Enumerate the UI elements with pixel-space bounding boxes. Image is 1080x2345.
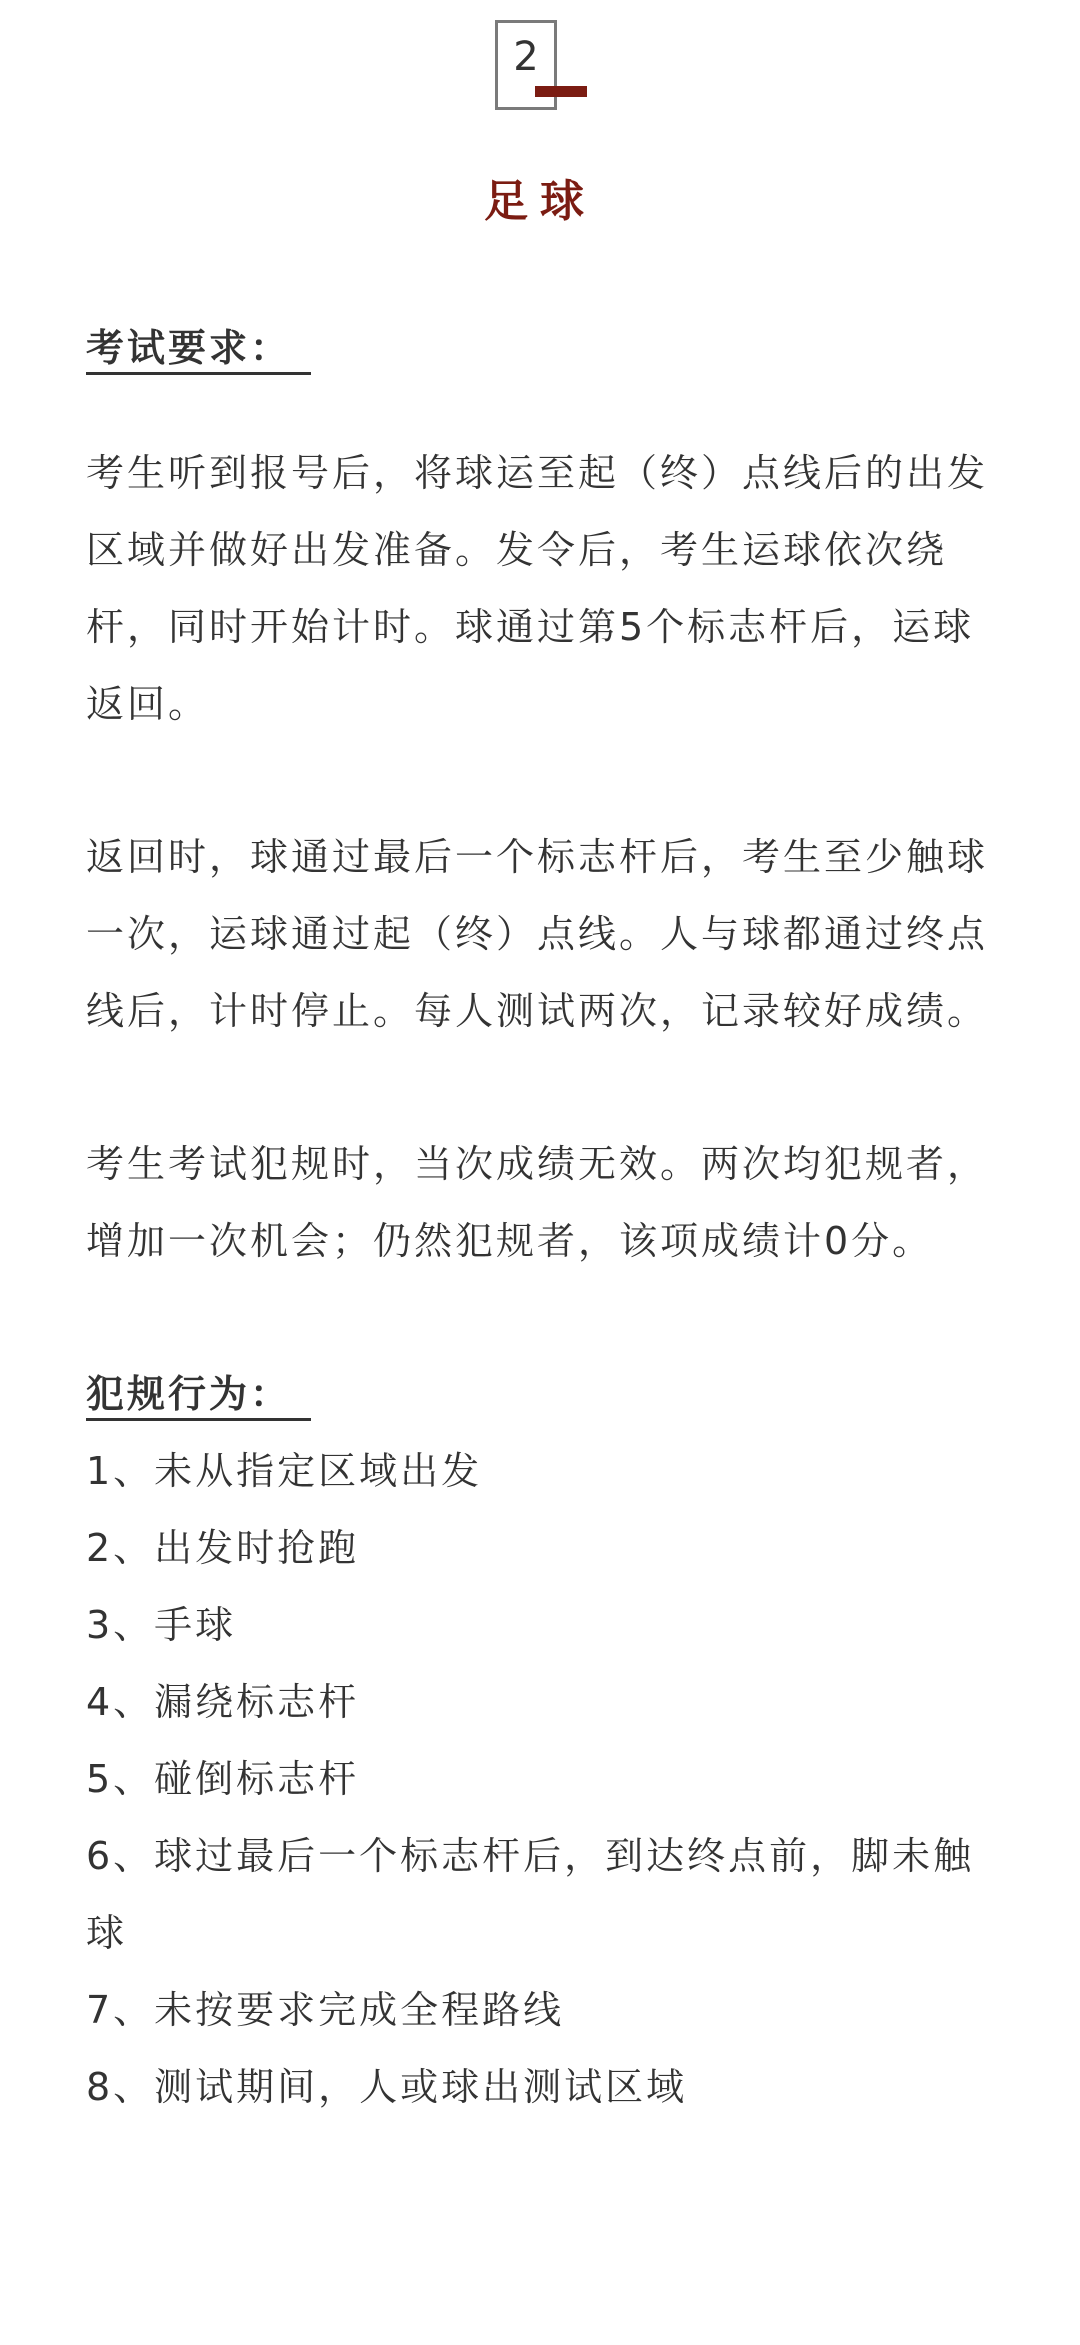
article-body — [86, 310, 998, 2126]
requirements-paragraph: 返回时，球通过最后一个标志杆后，考生至少触球一次，运球通过起（终）点线。人与球都通过终点线后，计时停止。每人测试两次，记录较好成绩。 — [86, 835, 989, 1033]
violation-item: 1、未从指定区域出发 — [86, 1449, 483, 1493]
requirements-paragraph: 考生听到报号后，将球运至起（终）点线后的出发区域并做好出发准备。发令后，考生运球依次绕杆，同时开始计时。球通过第5个标志杆后，运球返回。 — [86, 451, 989, 726]
violations-heading: 犯规行为： — [86, 1370, 311, 1421]
violation-item: 3、手球 — [86, 1603, 237, 1647]
requirements-paragraph: 考生考试犯规时，当次成绩无效。两次均犯规者，增加一次机会；仍然犯规者，该项成绩计0分。 — [86, 1142, 989, 1263]
page-title: 足球 — [484, 176, 596, 227]
section-number: 2 — [513, 34, 539, 80]
violation-item: 6、球过最后一个标志杆后，到达终点前，脚未触球 — [86, 1834, 975, 1955]
violation-item: 8、测试期间，人或球出测试区域 — [86, 2065, 688, 2109]
violations-list — [86, 1433, 998, 2126]
violation-item: 2、出发时抢跑 — [86, 1526, 360, 1570]
violation-item: 7、未按要求完成全程路线 — [86, 1988, 565, 2032]
badge-accent-bar — [535, 86, 587, 97]
requirements-heading: 考试要求： — [86, 324, 311, 375]
violation-item: 5、碰倒标志杆 — [86, 1757, 360, 1801]
violation-item: 4、漏绕标志杆 — [86, 1680, 360, 1724]
